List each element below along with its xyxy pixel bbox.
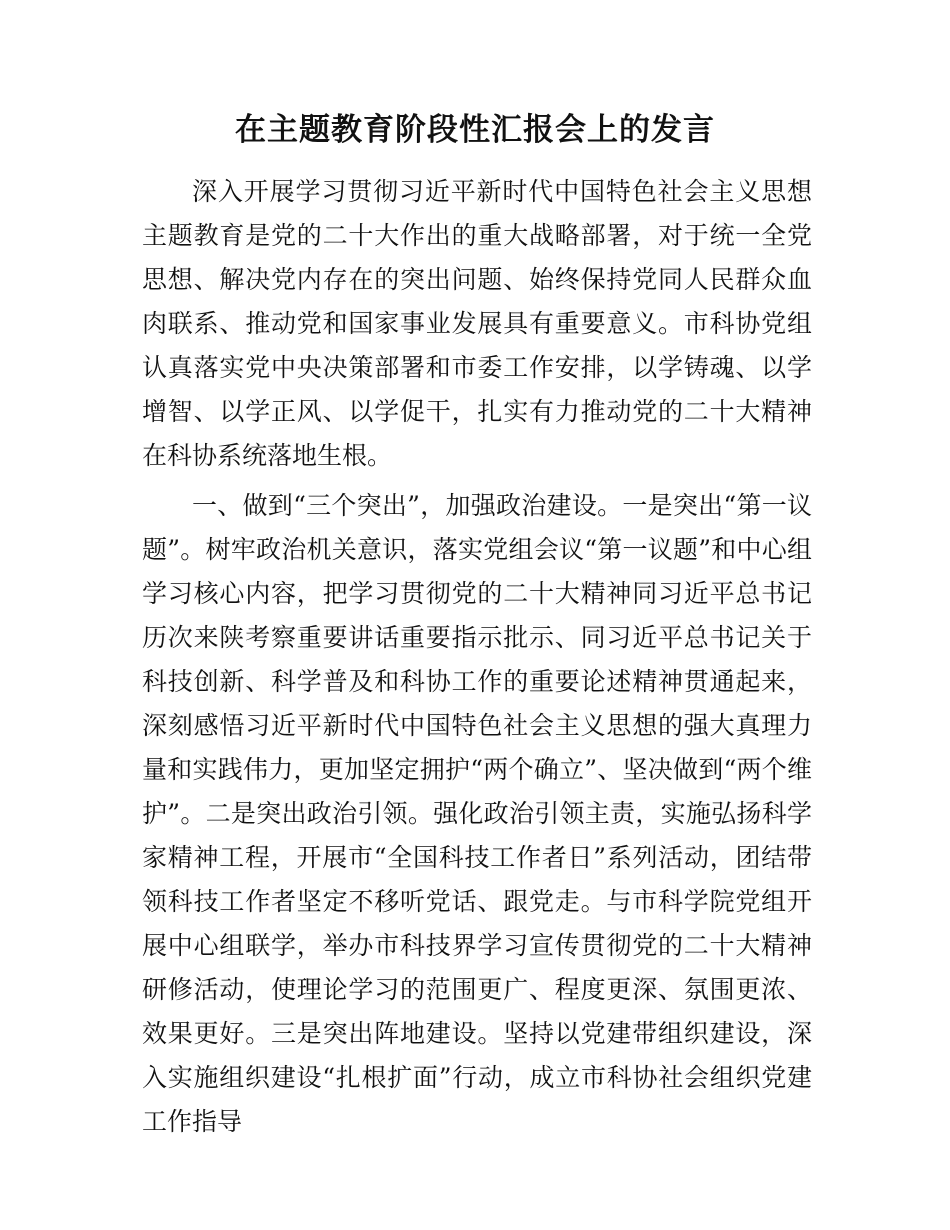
document-title: 在主题教育阶段性汇报会上的发言 [235, 112, 715, 148]
paragraph-section-one: 一、做到“三个突出”，加强政治建设。一是突出“第一议题”。树牢政治机关意识，落实党组会议“第一议题”和中心组学习核心内容，把学习贯彻党的二十大精神同习近平总书记历次来陕考察重要讲话重要指示批示、同习近平总书记关于科技创新、科学普及和科协工作的重要论述精神贯通起来，深刻感悟习近平新时代中国特色社会主义思想的强大真理力量和实践伟力，更加坚定拥护“两个确立”、坚决做到“两个维护”。二是突出政治引领。强化政治引领主责，实施弘扬科学家精神工程，开展市“全国科技工作者日”系列活动，团结带领科技工作者坚定不移听党话、跟党走。与市科学院党组开展中心组联学，举办市科技界学习宣传贯彻党的二十大精神研修活动，使理论学习的范围更广、程度更深、氛围更浓、效果更好。三是突出阵地建设。坚持以党建带组织建设，深入实施组织建设“扎根扩面”行动，成立市科协社会组织党建工作指导 [142, 491, 812, 1136]
paragraph-intro: 深入开展学习贯彻习近平新时代中国特色社会主义思想主题教育是党的二十大作出的重大战略部署，对于统一全党思想、解决党内存在的突出问题、始终保持党同人民群众血肉联系、推动党和国家事业发展具有重要意义。市科协党组认真落实党中央决策部署和市委工作安排，以学铸魂、以学增智、以学正风、以学促干，扎实有力推动党的二十大精神在科协系统落地生根。 [142, 177, 812, 470]
